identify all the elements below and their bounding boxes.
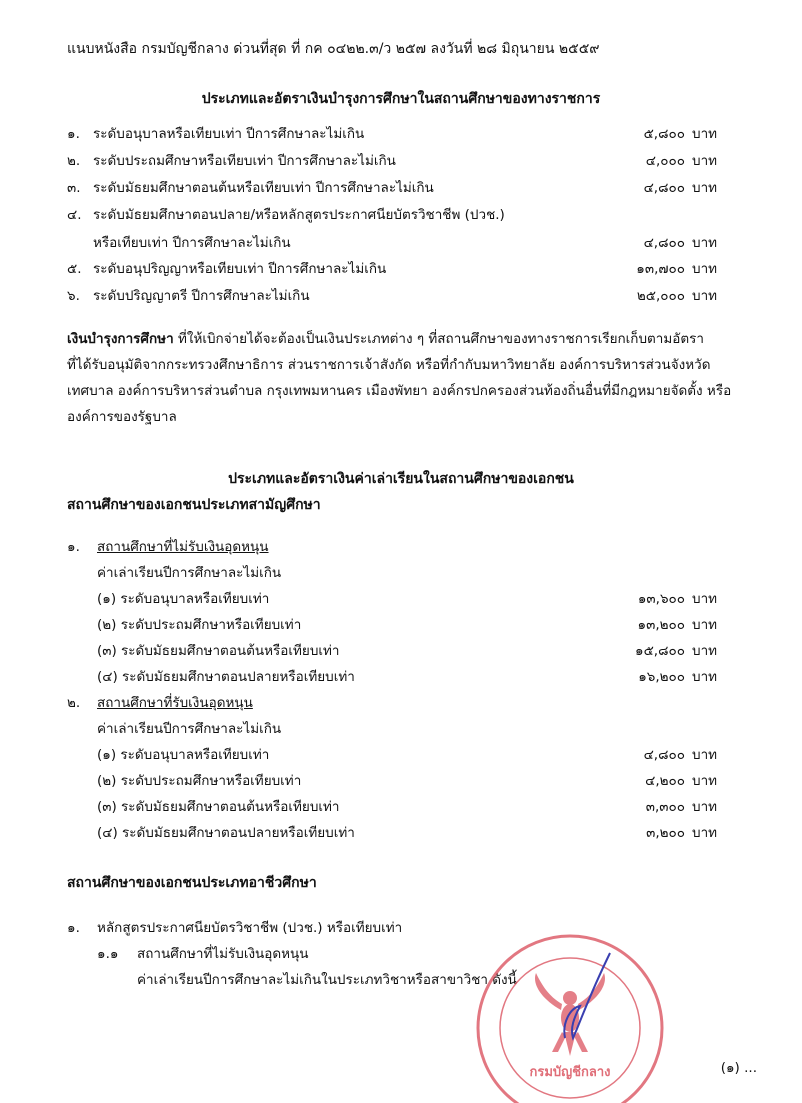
section2-title: ประเภทและอัตราเงินค่าเล่าเรียนในสถานศึกษาของเอกชน bbox=[228, 471, 574, 487]
sub-item-label: สถานศึกษาที่ไม่รับเงินอุดหนุน bbox=[137, 946, 309, 962]
item-label: (๒) ระดับประถมศึกษาหรือเทียบเท่า bbox=[97, 773, 302, 789]
list-item bbox=[0, 795, 802, 819]
item-label: (๓) ระดับมัธยมศึกษาตอนต้นหรือเทียบเท่า bbox=[97, 799, 340, 815]
list-item-continuation bbox=[0, 231, 802, 255]
list-item bbox=[0, 613, 802, 637]
group-note: ค่าเล่าเรียนปีการศึกษาละไม่เกิน bbox=[97, 565, 282, 581]
list-item bbox=[0, 257, 802, 281]
group-number: ๒. bbox=[67, 695, 81, 711]
item-label: (๒) ระดับประถมศึกษาหรือเทียบเท่า bbox=[97, 617, 302, 633]
item-label: หลักสูตรประกาศนียบัตรวิชาชีพ (ปวช.) หรือเทียบเท่า bbox=[97, 920, 403, 936]
item-label: (๓) ระดับมัธยมศึกษาตอนต้นหรือเทียบเท่า bbox=[97, 643, 340, 659]
item-number: ๑. bbox=[67, 126, 80, 142]
list-item bbox=[0, 769, 802, 793]
item-number: ๔. bbox=[67, 207, 82, 223]
item-unit: บาท bbox=[692, 153, 718, 169]
group-heading: สถานศึกษาที่ไม่รับเงินอุดหนุน bbox=[97, 539, 269, 555]
paragraph-line: องค์การของรัฐบาล bbox=[67, 409, 177, 425]
item-label: (๔) ระดับมัธยมศึกษาตอนปลายหรือเทียบเท่า bbox=[97, 825, 355, 841]
item-amount: ๑๓,๖๐๐ bbox=[637, 591, 685, 607]
item-amount: ๓,๓๐๐ bbox=[645, 799, 685, 815]
list-item bbox=[0, 743, 802, 767]
item-number: ๓. bbox=[67, 180, 81, 196]
item-unit: บาท bbox=[692, 180, 718, 196]
list-item bbox=[0, 587, 802, 611]
item-number: ๑. bbox=[67, 920, 80, 936]
list-item bbox=[0, 176, 802, 200]
item-amount: ๔,๘๐๐ bbox=[643, 180, 685, 196]
document-reference-line: แนบหนังสือ กรมบัญชีกลาง ด่วนที่สุด ที่ กค ๐๔๒๒.๓/ว ๒๕๗ ลงวันที่ ๒๘ มิถุนายน ๒๕๕๙ bbox=[67, 41, 600, 57]
item-unit: บาท bbox=[692, 126, 718, 142]
paragraph-line: ที่ให้เบิกจ่ายได้จะต้องเป็นเงินประเภทต่าง ๆ ที่สถานศึกษาของทางราชการเรียกเก็บตามอัตรา bbox=[173, 331, 704, 347]
list-item bbox=[0, 665, 802, 689]
item-label: ระดับประถมศึกษาหรือเทียบเท่า ปีการศึกษาละไม่เกิน bbox=[93, 153, 396, 169]
item-unit: บาท bbox=[692, 799, 718, 815]
list-item bbox=[0, 821, 802, 845]
item-amount: ๔,๒๐๐ bbox=[645, 773, 685, 789]
item-unit: บาท bbox=[692, 617, 718, 633]
item-label: (๔) ระดับมัธยมศึกษาตอนปลายหรือเทียบเท่า bbox=[97, 669, 355, 685]
sub-item bbox=[0, 942, 802, 966]
item-label: (๑) ระดับอนุบาลหรือเทียบเท่า bbox=[97, 591, 270, 607]
item-amount: ๑๕,๘๐๐ bbox=[635, 643, 685, 659]
group-note-row bbox=[0, 717, 802, 741]
item-amount: ๔,๐๐๐ bbox=[645, 153, 685, 169]
item-label: ระดับมัธยมศึกษาตอนต้นหรือเทียบเท่า ปีการศึกษาละไม่เกิน bbox=[93, 180, 434, 196]
group-number: ๑. bbox=[67, 539, 80, 555]
item-unit: บาท bbox=[692, 747, 718, 763]
definition-paragraph bbox=[67, 326, 762, 430]
section1-title: ประเภทและอัตราเงินบำรุงการศึกษาในสถานศึกษาของทางราชการ bbox=[201, 91, 601, 107]
list-item bbox=[0, 122, 802, 146]
item-unit: บาท bbox=[692, 235, 718, 251]
item-unit: บาท bbox=[692, 261, 718, 277]
item-unit: บาท bbox=[692, 288, 718, 304]
page-continuation-marker: (๑) ... bbox=[720, 1060, 757, 1076]
official-seal bbox=[470, 928, 670, 1103]
item-label: ระดับมัธยมศึกษาตอนปลาย/หรือหลักสูตรประกาศนียบัตรวิชาชีพ (ปวช.) bbox=[93, 207, 505, 223]
sub-item-note-row bbox=[0, 968, 802, 992]
item-amount: ๑๖,๒๐๐ bbox=[638, 669, 685, 685]
group-heading: สถานศึกษาที่รับเงินอุดหนุน bbox=[97, 695, 253, 711]
paragraph-lead-term: เงินบำรุงการศึกษา bbox=[67, 331, 174, 347]
list-item bbox=[0, 203, 802, 227]
item-number: ๕. bbox=[67, 261, 82, 277]
sub-item-number: ๑.๑ bbox=[97, 946, 119, 962]
item-unit: บาท bbox=[692, 643, 718, 659]
list-item bbox=[0, 284, 802, 308]
item-unit: บาท bbox=[692, 773, 718, 789]
paragraph-line: เทศบาล องค์การบริหารส่วนตำบล กรุงเทพมหานคร เมืองพัทยา องค์กรปกครองส่วนท้องถิ่นอื่นที่มีกฎหมายจัดตั้ง หรือ bbox=[67, 383, 732, 399]
item-unit: บาท bbox=[692, 669, 718, 685]
sub-item-note: ค่าเล่าเรียนปีการศึกษาละไม่เกินในประเภทวิชาหรือสาขาวิชา ดังนี้ bbox=[137, 972, 517, 988]
list-item bbox=[0, 916, 802, 940]
item-unit: บาท bbox=[692, 825, 718, 841]
item-amount: ๔,๘๐๐ bbox=[643, 747, 685, 763]
item-label: (๑) ระดับอนุบาลหรือเทียบเท่า bbox=[97, 747, 270, 763]
item-amount: ๔,๘๐๐ bbox=[643, 235, 685, 251]
list-item bbox=[0, 149, 802, 173]
item-amount: ๕,๘๐๐ bbox=[643, 126, 685, 142]
item-label: ระดับอนุปริญญาหรือเทียบเท่า ปีการศึกษาละไม่เกิน bbox=[93, 261, 387, 277]
list-item bbox=[0, 639, 802, 663]
item-label: ระดับอนุบาลหรือเทียบเท่า ปีการศึกษาละไม่เกิน bbox=[93, 126, 365, 142]
group-heading-row bbox=[0, 535, 802, 559]
section2-subtitle: สถานศึกษาของเอกชนประเภทสามัญศึกษา bbox=[67, 497, 321, 513]
item-number: ๒. bbox=[67, 153, 81, 169]
section3-title: สถานศึกษาของเอกชนประเภทอาชีวศึกษา bbox=[67, 875, 317, 891]
paragraph-line: ที่ได้รับอนุมัติจากกระทรวงศึกษาธิการ ส่วนราชการเจ้าสังกัด หรือที่กำกับมหาวิทยาลัย องค์การบริหารส่วนจังหวัด bbox=[67, 357, 711, 373]
item-amount: ๒๕,๐๐๐ bbox=[636, 288, 685, 304]
item-label-continued: หรือเทียบเท่า ปีการศึกษาละไม่เกิน bbox=[93, 235, 291, 251]
seal-lettering: กรมบัญชีกลาง bbox=[529, 1065, 611, 1080]
item-amount: ๓,๒๐๐ bbox=[646, 825, 685, 841]
group-note-row bbox=[0, 561, 802, 585]
item-unit: บาท bbox=[692, 591, 718, 607]
group-note: ค่าเล่าเรียนปีการศึกษาละไม่เกิน bbox=[97, 721, 282, 737]
item-amount: ๑๓,๒๐๐ bbox=[637, 617, 685, 633]
group-heading-row bbox=[0, 691, 802, 715]
item-amount: ๑๓,๗๐๐ bbox=[636, 261, 685, 277]
item-label: ระดับปริญญาตรี ปีการศึกษาละไม่เกิน bbox=[93, 288, 310, 304]
item-number: ๖. bbox=[67, 288, 80, 304]
